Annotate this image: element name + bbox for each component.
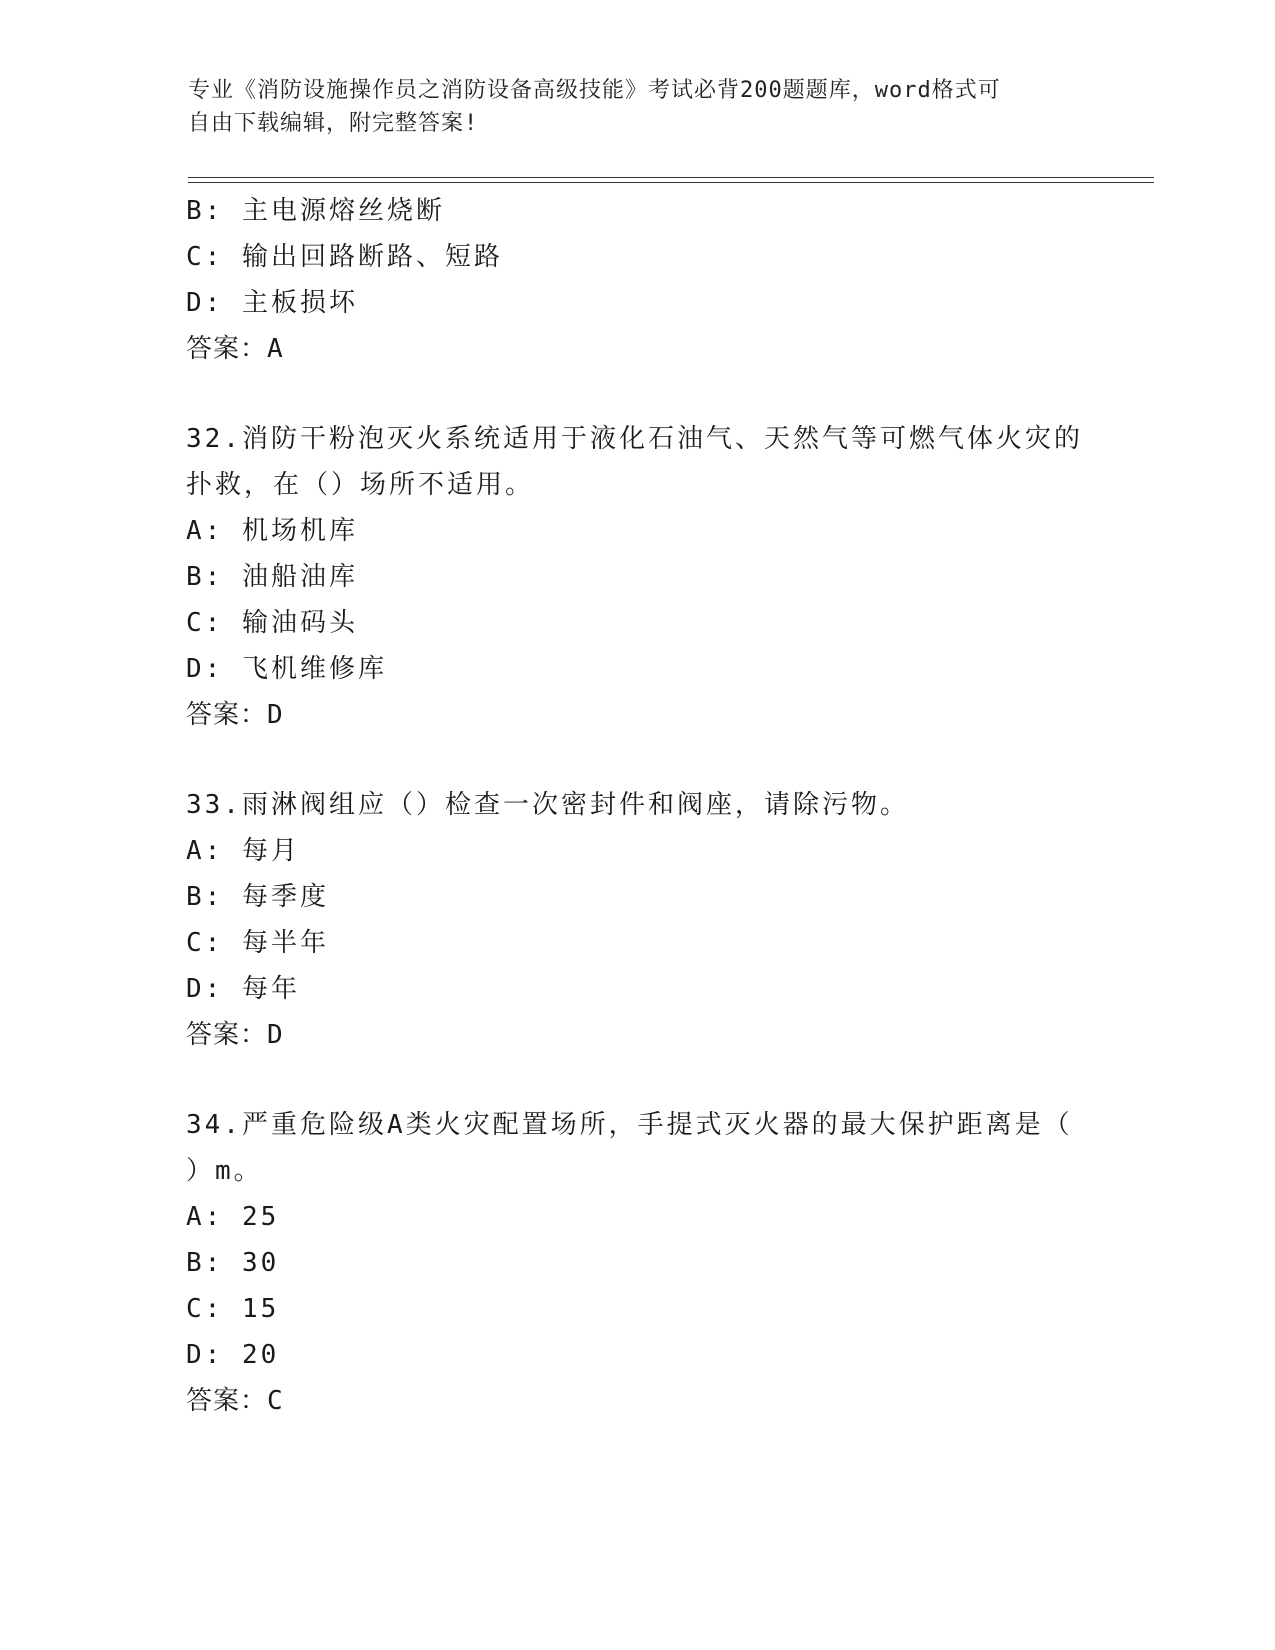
option-a: A: 机场机库 xyxy=(186,516,358,546)
header-rule-top xyxy=(188,177,1154,178)
question-stem-line: 33.雨淋阀组应（）检查一次密封件和阀座，请除污物。 xyxy=(186,790,909,820)
header-rule-bottom xyxy=(188,182,1154,183)
option-d: D: 每年 xyxy=(186,974,300,1004)
header-line-1: 专业《消防设施操作员之消防设备高级技能》考试必背200题题库，word格式可 xyxy=(188,78,1001,103)
option-a: A: 每月 xyxy=(186,836,300,866)
option-b: B: 主电源熔丝烧断 xyxy=(186,196,445,226)
question-block-34 xyxy=(186,1102,1086,1424)
option-d: D: 飞机维修库 xyxy=(186,654,387,684)
answer-line: 答案：D xyxy=(186,700,284,730)
option-c: C: 每半年 xyxy=(186,928,329,958)
answer-line: 答案：A xyxy=(186,334,284,364)
option-d: D: 20 xyxy=(186,1340,280,1370)
question-spacer xyxy=(186,372,1086,416)
header-line-2: 自由下载编辑，附完整答案! xyxy=(188,111,479,136)
question-block-32 xyxy=(186,416,1086,738)
answer-line: 答案：D xyxy=(186,1020,284,1050)
option-b: B: 油船油库 xyxy=(186,562,358,592)
question-block-31 xyxy=(186,188,1086,372)
option-b: B: 30 xyxy=(186,1248,280,1278)
question-stem-line: 32.消防干粉泡灭火系统适用于液化石油气、天然气等可燃气体火灾的 xyxy=(186,424,1083,454)
option-c: C: 15 xyxy=(186,1294,280,1324)
question-spacer xyxy=(186,738,1086,782)
option-d: D: 主板损坏 xyxy=(186,288,358,318)
question-block-33 xyxy=(186,782,1086,1058)
question-spacer xyxy=(186,1058,1086,1102)
page-header xyxy=(188,74,1088,140)
option-c: C: 输油码头 xyxy=(186,608,358,638)
option-c: C: 输出回路断路、短路 xyxy=(186,242,503,272)
question-content xyxy=(186,188,1086,1424)
question-stem-line: ）m。 xyxy=(186,1156,263,1186)
question-stem-line: 34.严重危险级A类火灾配置场所，手提式灭火器的最大保护距离是（ xyxy=(186,1110,1073,1140)
option-a: A: 25 xyxy=(186,1202,280,1232)
option-b: B: 每季度 xyxy=(186,882,329,912)
question-stem-line: 扑救，在（）场所不适用。 xyxy=(186,470,535,500)
answer-line: 答案：C xyxy=(186,1386,284,1416)
